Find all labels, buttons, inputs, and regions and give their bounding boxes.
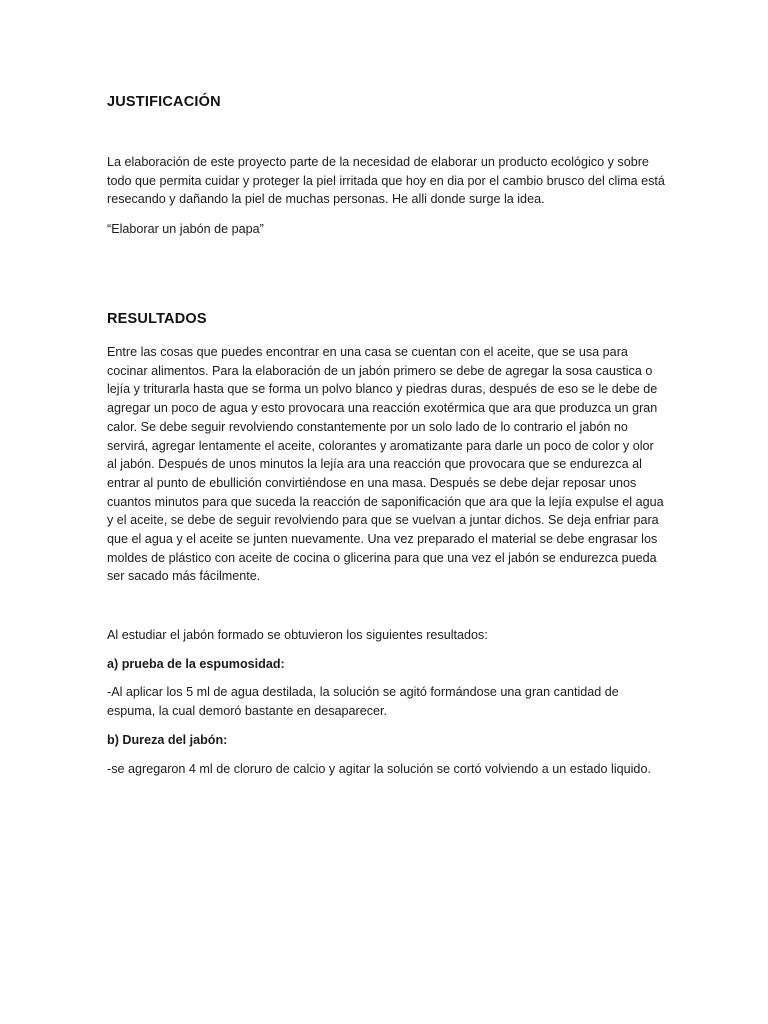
justificacion-heading: JUSTIFICACIÓN (107, 94, 221, 110)
justificacion-paragraph: La elaboración de este proyecto parte de la necesidad de elaborar un producto ecológico y sobre todo que permita cuidar y proteger la piel irritada que hoy en dia por el cambio brusco del clima está resecando y dañando la piel de muchas personas. He alli donde surge la idea. (107, 155, 665, 207)
test-a-title: a) prueba de la espumosidad: (107, 657, 285, 671)
resultados-heading: RESULTADOS (107, 311, 207, 327)
test-b-title: b) Dureza del jabón: (107, 733, 228, 747)
justificacion-quote: “Elaborar un jabón de papa” (107, 222, 264, 236)
resultados-intro: Al estudiar el jabón formado se obtuvieron los siguientes resultados: (107, 628, 488, 642)
test-a-text: -Al aplicar los 5 ml de agua destilada, la solución se agitó formándose una gran cantidad de espuma, la cual demoró bastante en desaparecer. (107, 685, 619, 718)
resultados-paragraph: Entre las cosas que puedes encontrar en una casa se cuentan con el aceite, que se usa para cocinar alimentos. Para la elaboración de un jabón primero se debe de agregar la sosa caustica o lejía y triturarla hasta que se forma un polvo blanco y piedras duras, después de eso se le debe de agregar un poco de agua y esto provocara una reacción exotérmica que ara que produzca un gran calor. Se debe seguir revolviendo constantemente por un solo lado de lo contrario el jabón no servirá, agregar lentamente el aceite, colorantes y aromatizante para darle un poco de color y olor al jabón. Después de unos minutos la lejía ara una reacción que provocara que se endurezca al entrar al punto de ebullición convirtiéndose en una masa. Después se debe dejar reposar unos cuantos minutos para que suceda la reacción de saponificación que ara que la lejía expulse el agua y el aceite, se debe de seguir revolviendo para que se vuelvan a juntar dichos. Se deja enfriar para que el agua y el aceite se junten nuevamente. Una vez preparado el material se debe engrasar los moldes de plástico con aceite de cocina o glicerina para que una vez el jabón se endurezca pueda ser sacado más fácilmente. (107, 345, 664, 584)
test-b-text: -se agregaron 4 ml de cloruro de calcio y agitar la solución se cortó volviendo a un estado liquido. (107, 762, 651, 776)
